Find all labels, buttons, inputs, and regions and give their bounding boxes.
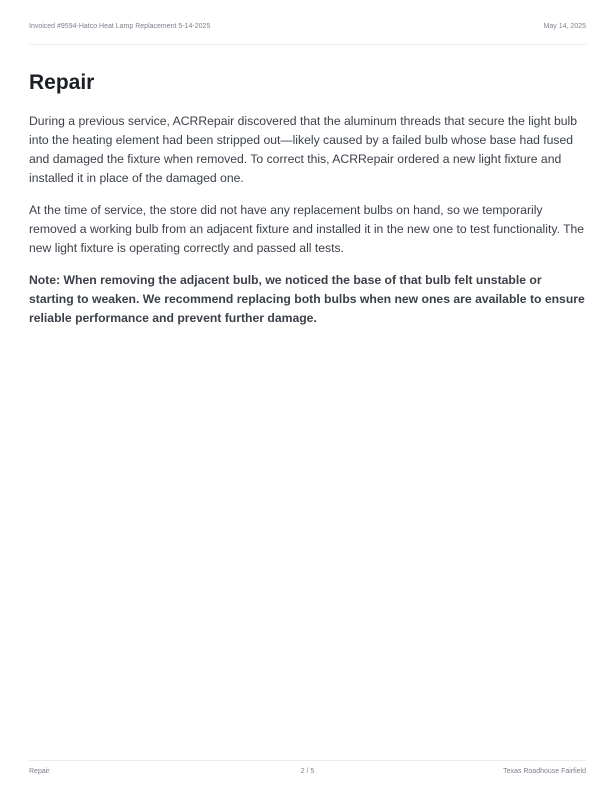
footer-location: Texas Roadhouse Fairfield <box>503 768 587 775</box>
page-header <box>29 22 586 45</box>
section-title: Repair <box>29 71 95 94</box>
repair-paragraph-1: During a previous service, ACRRepair discovered that the aluminum threads that secure the light bulb into the heating element had been stripped out—likely caused by a failed bulb whose base had fused and damaged the fixture when removed. To correct this, ACRRepair ordered a new light fixture and installed it in place of the damaged one. <box>29 114 578 185</box>
footer-section-label: Repair <box>29 768 50 775</box>
document-date: May 14, 2025 <box>543 23 586 30</box>
page-number: 2 / 5 <box>300 768 315 775</box>
repair-paragraph-2: At the time of service, the store did not have any replacement bulbs on hand, so we temporarily removed a working bulb from an adjacent fixture and installed it in the new one to test functionality. The new light fixture is operating correctly and passed all tests. <box>29 203 585 255</box>
document-title: Invoiced #9594-Hatco Heat Lamp Replacement 5-14-2025 <box>29 23 211 30</box>
repair-note: Note: When removing the adjacent bulb, we noticed the base of that bulb felt unstable or starting to weaken. We recommend replacing both bulbs when new ones are available to ensure reliable performance and prevent further damage. <box>29 273 585 325</box>
repair-section <box>29 68 586 341</box>
page-footer <box>29 760 586 781</box>
